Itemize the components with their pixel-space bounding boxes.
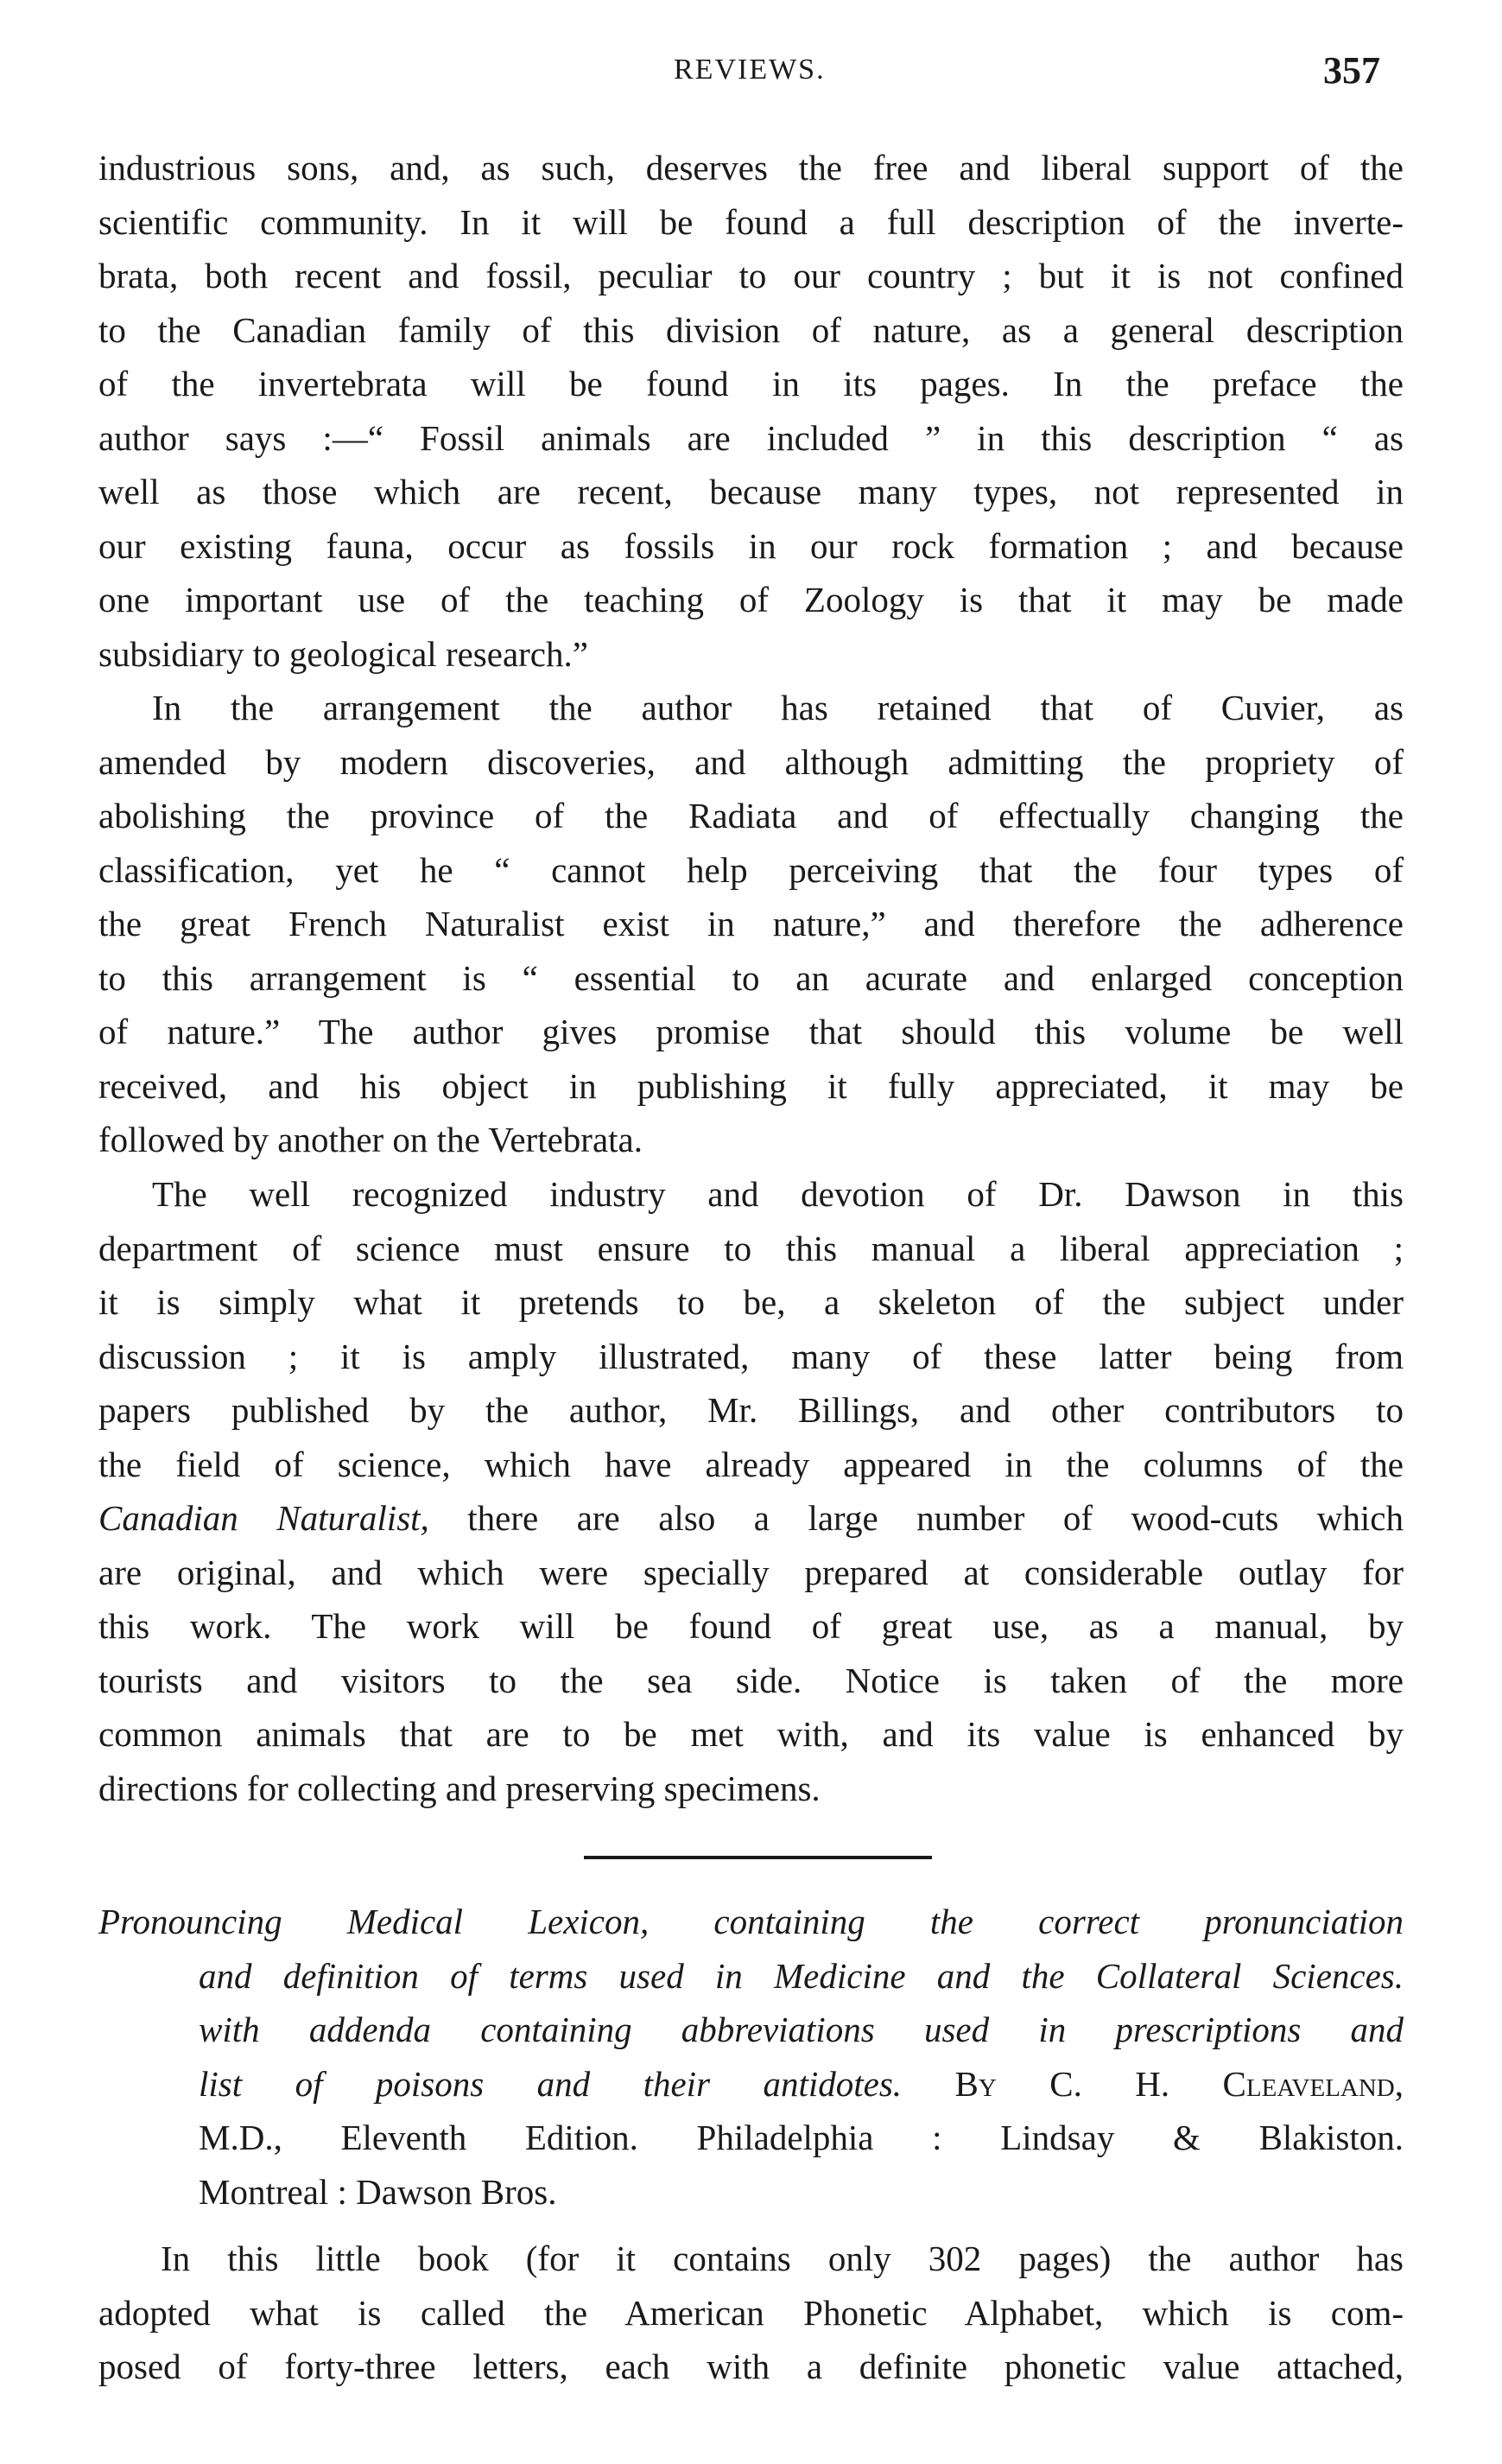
- text-line: our existing fauna, occur as fossils in our rock formation ; and because: [98, 525, 1404, 566]
- page-number: 357: [1323, 49, 1380, 92]
- text-line: of the invertebrata will be found in its pages. In the preface the: [98, 364, 1404, 403]
- text-line: posed of forty-three letters, each with a definite phonetic value attached,: [98, 2347, 1404, 2386]
- text-line: of nature.” The author gives promise that should this volume be well: [98, 1012, 1404, 1051]
- text-line: department of science must ensure to this manual a liberal appreciation ;: [98, 1228, 1404, 1268]
- text-line: tourists and visitors to the sea side. Notice is taken of the more: [98, 1660, 1404, 1700]
- paragraph-3: [98, 1167, 1404, 1815]
- text-line: the great French Naturalist exist in nature,” and therefore the adherence: [98, 904, 1404, 943]
- citation-title: Pronouncing Medical Lexicon, containing the correct pronunciation: [98, 1902, 1404, 1941]
- text-line: papers published by the author, Mr. Billings, and other contributors to: [98, 1390, 1404, 1430]
- text-line: In the arrangement the author has retained that of Cuvier, as: [152, 688, 1404, 727]
- text-line: this work. The work will be found of great use, as a manual, by: [98, 1606, 1404, 1646]
- text-line: [98, 2003, 1404, 2057]
- text-segment: there are also a large number of wood-cuts which: [428, 1498, 1404, 1538]
- section-divider: [584, 1856, 932, 1859]
- text-line: The well recognized industry and devotion of Dr. Dawson in this: [152, 1174, 1404, 1214]
- text-line: industrious sons, and, as such, deserves the free and liberal support of the: [98, 148, 1404, 187]
- running-head: REVIEWS.: [674, 54, 826, 86]
- text-line: [98, 1491, 1404, 1546]
- citation-title: and definition of terms used in Medicine and the Collateral Sciences.: [199, 1955, 1404, 1996]
- paragraph-2: [98, 681, 1404, 1167]
- citation-author: By C. H. Cleaveland,: [902, 2063, 1404, 2104]
- text-line: brata, both recent and fossil, peculiar to our country ; but it is not confined: [98, 256, 1404, 295]
- text-line: discussion ; it is amply illustrated, many of these latter being from: [98, 1336, 1404, 1376]
- text-line: followed by another on the Vertebrata.: [98, 1120, 643, 1159]
- citation-title: with addenda containing abbreviations used in prescriptions and: [199, 2010, 1404, 2049]
- text-line: [98, 1895, 1404, 1949]
- text-line: to this arrangement is “ essential to an acurate and enlarged conception: [98, 957, 1404, 998]
- text-line: classification, yet he “ cannot help perceiving that the four types of: [98, 849, 1404, 890]
- citation-publisher: M.D., Eleventh Edition. Philadelphia : Lindsay & Blakiston.: [199, 2118, 1404, 2157]
- text-line: to the Canadian family of this division of nature, as a general description: [98, 309, 1404, 350]
- book-citation: [98, 1895, 1404, 2219]
- text-line: well as those which are recent, because many types, not represented in: [98, 472, 1404, 511]
- citation-distributor: Montreal : Dawson Bros.: [199, 2171, 557, 2212]
- text-line: it is simply what it pretends to be, a skeleton of the subject under: [98, 1282, 1404, 1322]
- text-line: amended by modern discoveries, and although admitting the propriety of: [98, 741, 1404, 782]
- text-line: abolishing the province of the Radiata and of effectually changing the: [98, 796, 1404, 835]
- journal-title: Canadian Naturalist,: [98, 1498, 429, 1538]
- text-line: the field of science, which have already appeared in the columns of the: [98, 1444, 1404, 1484]
- text-line: one important use of the teaching of Zoology is that it may be made: [98, 580, 1404, 619]
- text-line: In this little book (for it contains only 302 pages) the author has: [161, 2239, 1404, 2278]
- text-line: received, and his object in publishing it fully appreciated, it may be: [98, 1065, 1404, 1106]
- text-line: scientific community. In it will be found a full description of the inverte-: [98, 201, 1404, 242]
- paragraph-1: [98, 141, 1404, 681]
- text-line: subsidiary to geological research.”: [98, 633, 588, 674]
- text-line: are original, and which were specially prepared at considerable outlay for: [98, 1552, 1404, 1592]
- text-line: author says :—“ Fossil animals are included ” in this description “ as: [98, 417, 1404, 458]
- citation-title: list of poisons and their antidotes.: [199, 2063, 903, 2104]
- text-line: common animals that are to be met with, and its value is enhanced by: [98, 1714, 1404, 1754]
- text-line: [98, 1949, 1404, 2004]
- text-line: adopted what is called the American Phonetic Alphabet, which is com-: [98, 2292, 1404, 2333]
- text-line: [98, 2057, 1404, 2112]
- text-line: directions for collecting and preserving specimens.: [98, 1768, 821, 1808]
- paragraph-4: [98, 2232, 1404, 2394]
